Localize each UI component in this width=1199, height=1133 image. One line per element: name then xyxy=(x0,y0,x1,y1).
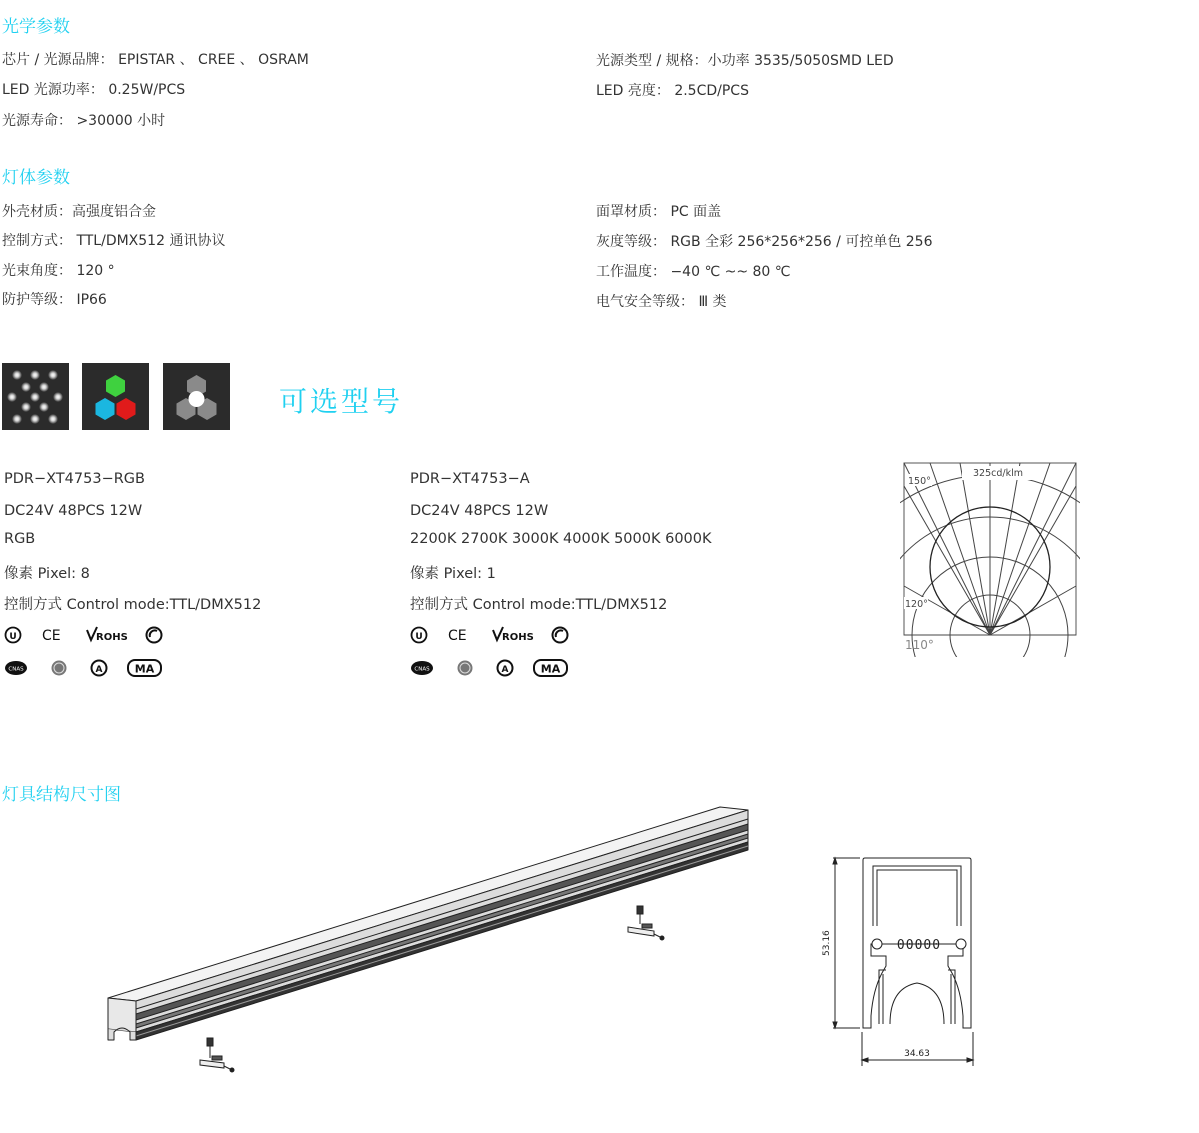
beam-angle: 光束角度： 120 ° xyxy=(2,263,115,279)
ac-cert-icon xyxy=(92,661,107,676)
ce-icon xyxy=(42,628,61,644)
optical-title: 光学参数 xyxy=(2,17,70,37)
protection-level: 防护等级： IP66 xyxy=(2,292,107,308)
model-rgb-pixel: 像素 Pixel: 8 xyxy=(4,566,90,582)
model-a-pixel: 像素 Pixel: 1 xyxy=(410,566,496,582)
rohs-icon xyxy=(493,627,534,643)
svg-text:CNAS: CNAS xyxy=(414,666,430,673)
working-temperature: 工作温度： −40 ℃ ~~ 80 ℃ xyxy=(596,264,791,280)
ma-icon xyxy=(534,660,567,676)
ul-icon xyxy=(412,628,427,643)
svg-text:MA: MA xyxy=(540,662,561,676)
cnas-icon xyxy=(411,661,433,675)
safety-class: 电气安全等级： Ⅲ 类 xyxy=(596,294,727,310)
cert-row-2-rgb xyxy=(4,657,174,683)
svg-text:ROHS: ROHS xyxy=(96,632,128,643)
chip-brand: 芯片 / 光源品牌： EPISTAR 、 CREE 、 OSRAM xyxy=(2,52,309,68)
svg-text:A: A xyxy=(501,665,509,675)
cross-section-drawing xyxy=(815,848,985,1077)
gray-level: 灰度等级： RGB 全彩 256*256*256 / 可控单色 256 xyxy=(596,234,933,250)
width-dimension: 34.63 xyxy=(904,1049,930,1059)
ac-cert-icon xyxy=(498,661,513,676)
ul-icon xyxy=(6,628,21,643)
body-title: 灯体参数 xyxy=(2,168,70,188)
source-life: 光源寿命： >30000 小时 xyxy=(2,113,166,129)
recycle-icon xyxy=(147,628,162,643)
cert-row-1-rgb xyxy=(4,624,174,650)
ce-icon xyxy=(448,628,467,644)
recycle-icon xyxy=(553,628,568,643)
svg-text:CNAS: CNAS xyxy=(8,666,24,673)
led-power: LED 光源功率： 0.25W/PCS xyxy=(2,82,186,98)
model-rgb-color: RGB xyxy=(4,531,36,547)
svg-text:CE: CE xyxy=(42,628,61,644)
led-dots-swatch xyxy=(2,363,69,430)
control-method: 控制方式： TTL/DMX512 通讯协议 xyxy=(2,233,226,249)
housing-material: 外壳材质：高强度铝合金 xyxy=(2,204,156,220)
structure-title: 灯具结构尺寸图 xyxy=(2,785,121,805)
globe-cert-icon xyxy=(52,661,67,676)
rgb-swatch xyxy=(82,363,149,430)
ma-icon xyxy=(128,660,161,676)
svg-text:CE: CE xyxy=(448,628,467,644)
led-marks: 00000 xyxy=(896,938,942,953)
svg-text:U: U xyxy=(9,632,17,642)
model-a-spec: DC24V 48PCS 12W xyxy=(410,503,549,519)
source-type: 光源类型 / 规格：小功率 3535/5050SMD LED xyxy=(596,53,894,69)
rohs-icon xyxy=(87,627,128,643)
mounting-clip-right xyxy=(628,906,664,940)
light-bar-drawing xyxy=(100,800,760,1094)
optional-models-title: 可选型号 xyxy=(279,385,404,418)
cert-row-1-a xyxy=(410,624,580,650)
intensity-label: 325cd/klm xyxy=(973,468,1023,479)
globe-cert-icon xyxy=(458,661,473,676)
cert-row-2-a xyxy=(410,657,580,683)
model-a-control: 控制方式 Control mode:TTL/DMX512 xyxy=(410,597,668,613)
model-rgb-name: PDR−XT4753−RGB xyxy=(4,471,145,487)
svg-text:MA: MA xyxy=(134,662,155,676)
height-dimension: 53.16 xyxy=(822,930,832,956)
angle-120-label: 120° xyxy=(905,599,928,610)
svg-text:U: U xyxy=(415,632,423,642)
model-rgb-spec: DC24V 48PCS 12W xyxy=(4,503,143,519)
model-a-color: 2200K 2700K 3000K 4000K 5000K 6000K xyxy=(410,531,712,547)
single-color-swatch xyxy=(163,363,230,430)
angle-110-label: 110° xyxy=(905,638,934,652)
svg-text:A: A xyxy=(95,665,103,675)
cover-material: 面罩材质： PC 面盖 xyxy=(596,204,722,220)
polar-distribution-diagram xyxy=(900,462,1080,661)
model-a-name: PDR−XT4753−A xyxy=(410,471,530,487)
angle-150-label: 150° xyxy=(908,476,931,487)
led-brightness: LED 亮度： 2.5CD/PCS xyxy=(596,83,749,99)
cnas-icon xyxy=(5,661,27,675)
mounting-clip-left xyxy=(200,1038,234,1072)
svg-text:ROHS: ROHS xyxy=(502,632,534,643)
model-rgb-control: 控制方式 Control mode:TTL/DMX512 xyxy=(4,597,262,613)
